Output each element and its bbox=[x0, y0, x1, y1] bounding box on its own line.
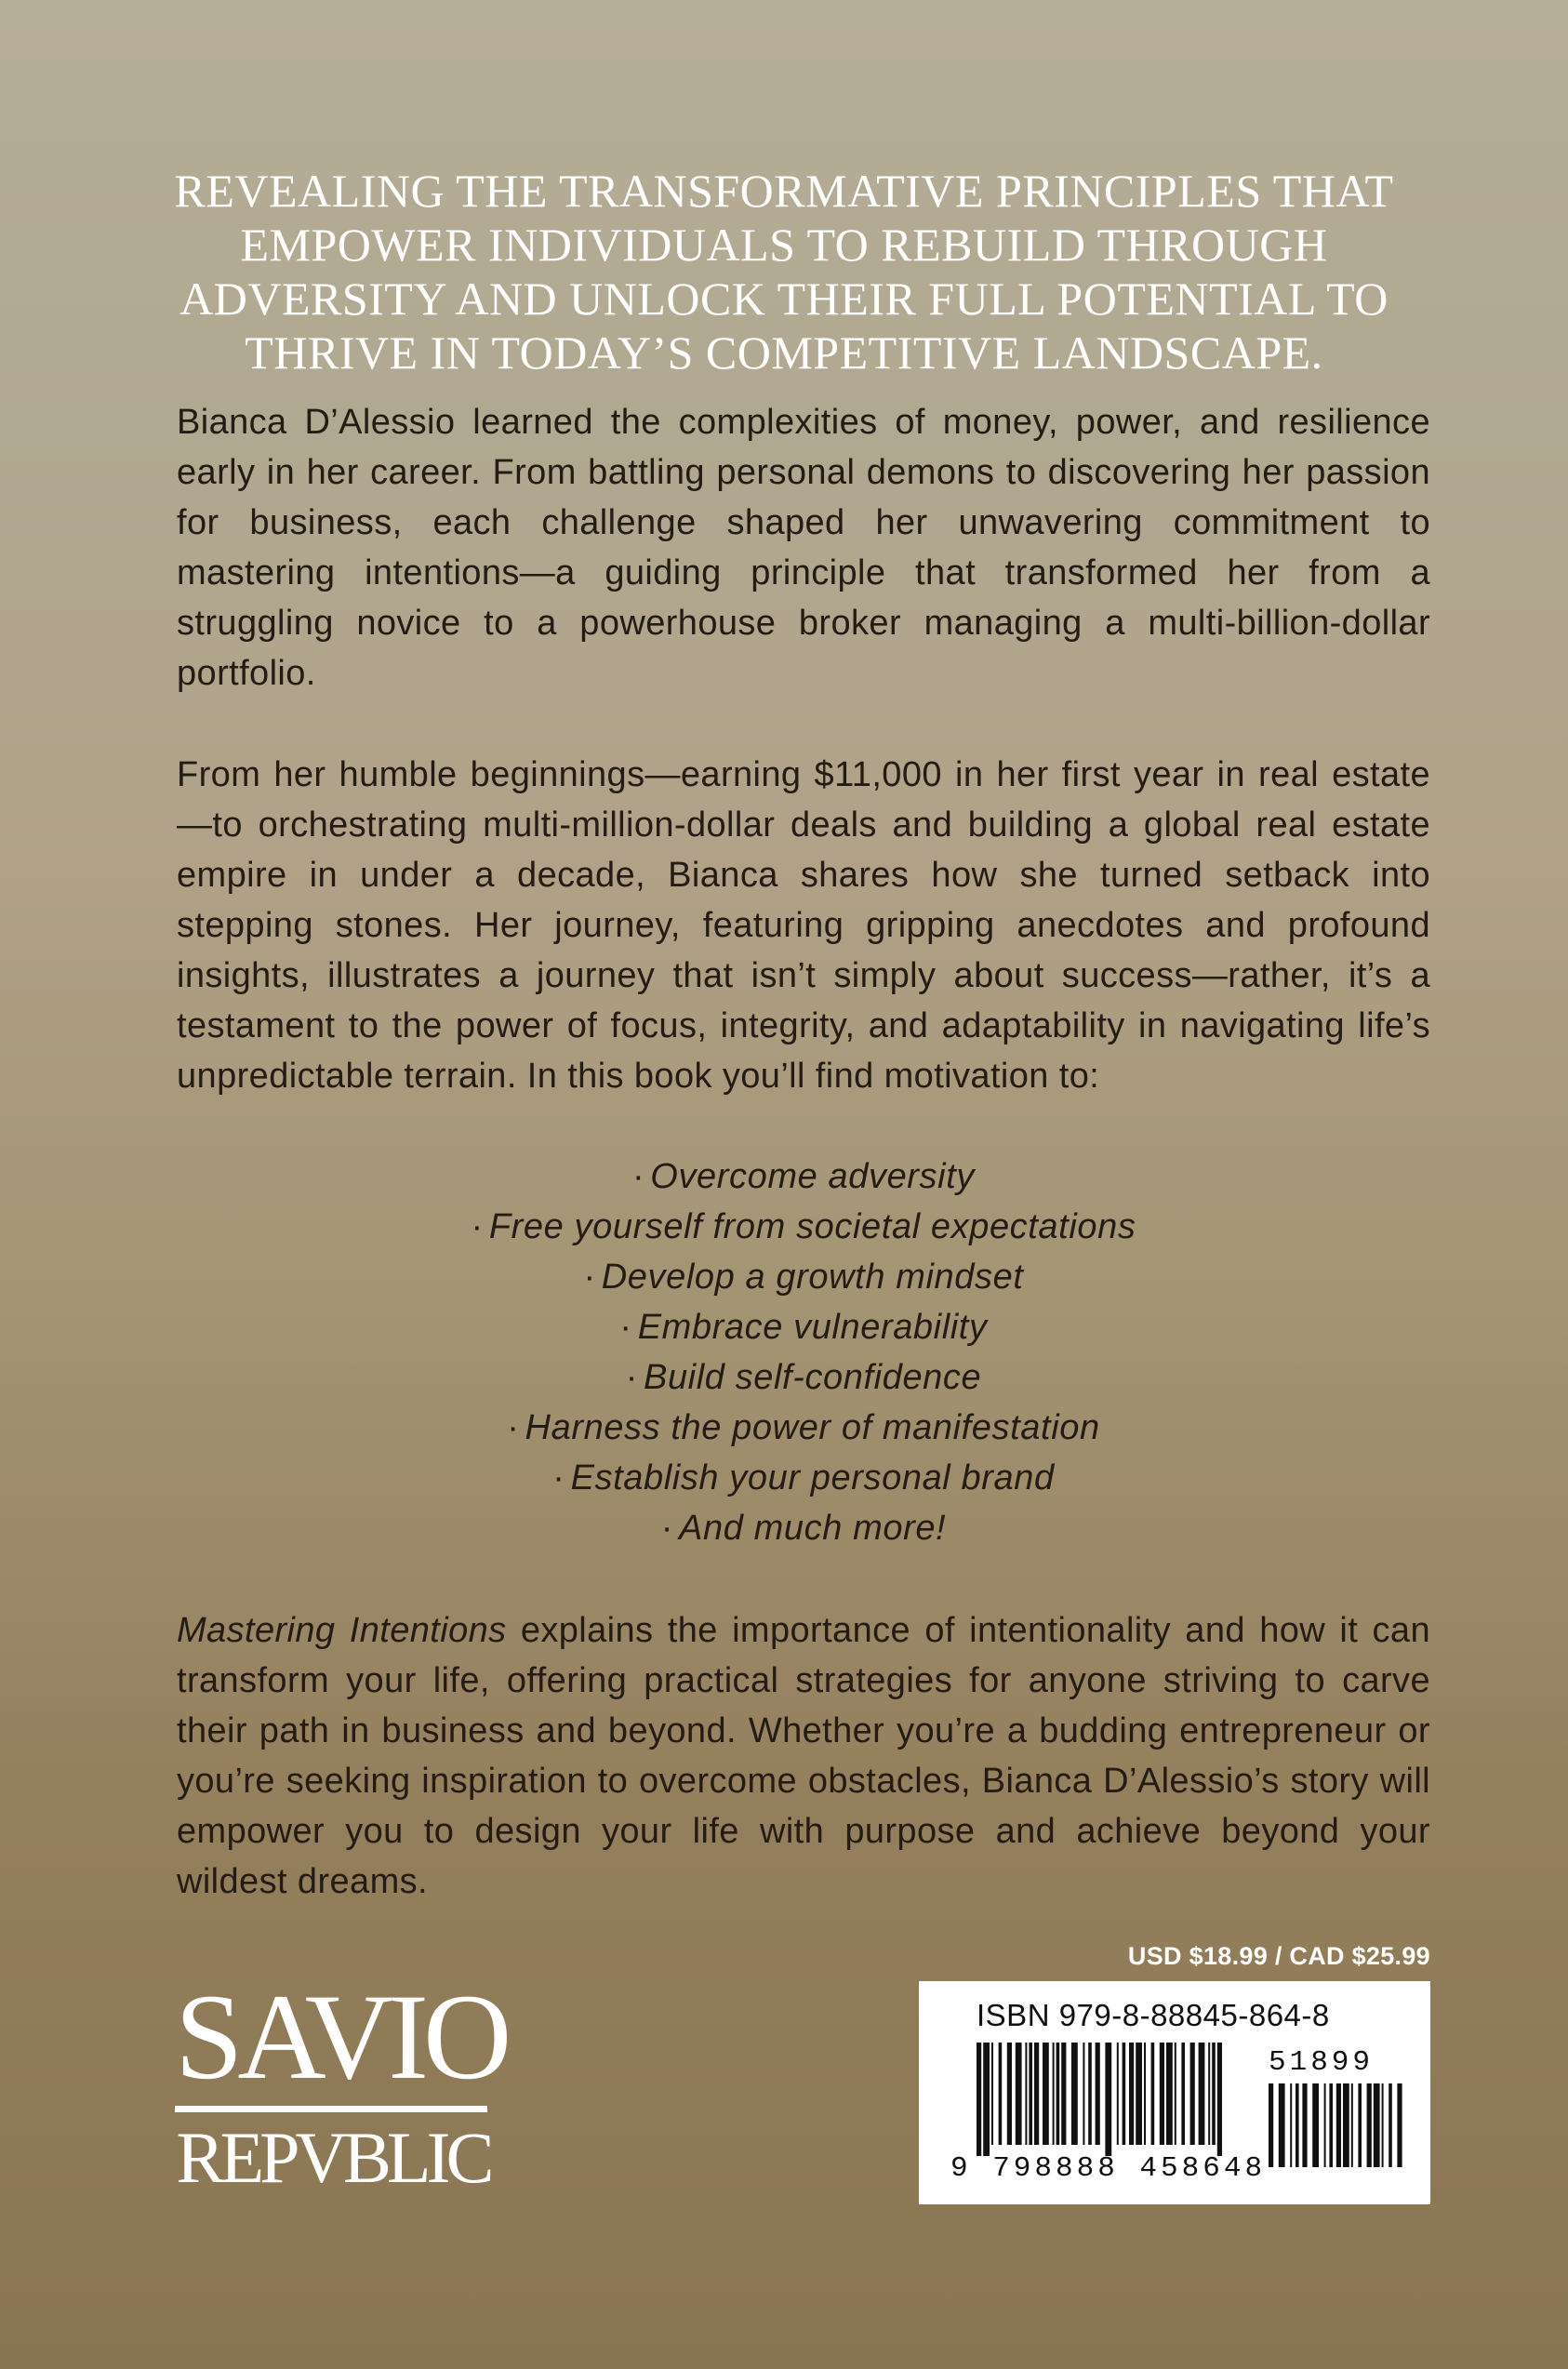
barcode-bar bbox=[1129, 2043, 1134, 2145]
barcode-bar bbox=[1269, 2083, 1273, 2167]
logo-line-1: SAVIO bbox=[175, 1968, 507, 2105]
isbn-number: ISBN 979-8-88845-864-8 bbox=[977, 1998, 1330, 2032]
benefit-item: · Embrace vulnerability bbox=[619, 1308, 988, 1347]
bullet-dot: · bbox=[660, 1509, 674, 1548]
ean-digits: 9 798888 458648 bbox=[950, 2152, 1267, 2185]
barcode-bar bbox=[1208, 2043, 1210, 2145]
barcode-bar bbox=[1029, 2043, 1032, 2145]
barcode-bar bbox=[1061, 2043, 1066, 2145]
bullet-dot: · bbox=[632, 1157, 645, 1196]
barcode-bar bbox=[1217, 2043, 1222, 2156]
barcode-bar bbox=[1181, 2043, 1185, 2145]
barcode-bar bbox=[1043, 2043, 1049, 2145]
benefit-item: · Build self-confidence bbox=[625, 1358, 982, 1397]
barcode-bar bbox=[1136, 2043, 1142, 2145]
barcode-bar bbox=[1151, 2043, 1155, 2145]
benefits-list bbox=[177, 1151, 1430, 1553]
barcode-bar bbox=[1053, 2043, 1055, 2145]
logo-line-2: REPVBLIC bbox=[176, 2117, 490, 2198]
bullet-dot: · bbox=[471, 1207, 484, 1246]
barcode-bar bbox=[1144, 2043, 1146, 2145]
isbn-barcode bbox=[919, 1981, 1430, 2204]
barcode-bar bbox=[1312, 2083, 1319, 2167]
barcode-bar bbox=[1016, 2043, 1022, 2145]
bullet-dot: · bbox=[619, 1308, 632, 1347]
barcode-bar bbox=[1056, 2043, 1060, 2145]
barcode-bar bbox=[1071, 2043, 1078, 2145]
logo-divider bbox=[175, 2106, 487, 2112]
bullet-dot: · bbox=[507, 1408, 520, 1447]
barcode-bar bbox=[1096, 2043, 1100, 2145]
description-paragraph-3: Mastering Intentions explains the importance of intentionality and how it can transform your life, offering practical strategies for anyone striving to carve their path in business and beyond. Whether you’re a budding entrepreneur or you’re seeking inspiration to overcome obstacles, Bianca D’Alessio’s story will empower you to design your life with purpose and achieve beyond your wildest dreams. bbox=[177, 1611, 1430, 1901]
barcode-bar bbox=[1397, 2083, 1402, 2167]
barcode-bar bbox=[1324, 2083, 1326, 2167]
barcode-bar bbox=[1190, 2043, 1195, 2145]
benefit-item: · Free yourself from societal expectations bbox=[471, 1207, 1136, 1246]
barcode-bar bbox=[1199, 2043, 1205, 2145]
barcode-bar bbox=[1123, 2043, 1126, 2145]
barcode-bar bbox=[1351, 2083, 1353, 2167]
benefit-item: · Establish your personal brand bbox=[552, 1458, 1055, 1497]
benefit-item: · Overcome adversity bbox=[632, 1157, 975, 1196]
publisher-logo bbox=[175, 1968, 507, 2199]
barcode-bar bbox=[1367, 2083, 1372, 2167]
cover-headline: REVEALING THE TRANSFORMATIVE PRINCIPLES THAT EMPOWER INDIVIDUALS TO REBUILD THROUGH ADVERSITY AND UNLOCK THEIR FULL POTENTIAL TO THRIVE IN TODAY’S COMPETITIVE LANDSCAPE. bbox=[174, 165, 1394, 379]
barcode-bar bbox=[1296, 2083, 1299, 2167]
barcode-bar bbox=[1117, 2043, 1119, 2145]
barcode-bar bbox=[983, 2043, 990, 2156]
barcode-bar bbox=[1083, 2043, 1084, 2145]
barcode-bar bbox=[1290, 2083, 1292, 2167]
barcode-bar bbox=[1329, 2083, 1333, 2167]
barcode-bar bbox=[1034, 2043, 1039, 2145]
book-title: Mastering Intentions bbox=[177, 1611, 507, 1650]
barcode-bar bbox=[1025, 2043, 1027, 2145]
barcode-bar bbox=[1374, 2083, 1380, 2167]
barcode-bar bbox=[1343, 2083, 1349, 2167]
barcode-bar bbox=[1382, 2083, 1384, 2167]
addon-digits: 51899 bbox=[1269, 2046, 1375, 2079]
bullet-dot: · bbox=[583, 1258, 596, 1297]
benefit-item: · And much more! bbox=[660, 1509, 947, 1548]
bullet-dot: · bbox=[552, 1458, 565, 1497]
barcode-bar bbox=[1175, 2043, 1176, 2145]
bullet-dot: · bbox=[625, 1358, 638, 1397]
barcode-bar bbox=[1088, 2043, 1092, 2145]
barcode-bar bbox=[991, 2043, 993, 2145]
barcode-bar bbox=[1358, 2083, 1362, 2167]
barcode-bar bbox=[1389, 2083, 1392, 2167]
price-label: USD $18.99 / CAD $25.99 bbox=[1127, 1942, 1430, 1970]
barcode-bar bbox=[1166, 2043, 1173, 2145]
barcode-bar bbox=[1160, 2043, 1164, 2145]
barcode-bar bbox=[1105, 2043, 1111, 2156]
barcode-bar bbox=[1007, 2043, 1012, 2145]
barcode-bar bbox=[1336, 2083, 1341, 2167]
benefit-item: · Develop a growth mindset bbox=[583, 1258, 1024, 1297]
barcode-bar bbox=[977, 2043, 981, 2156]
benefit-item: · Harness the power of manifestation bbox=[507, 1408, 1100, 1447]
description-paragraph-1: Bianca D’Alessio learned the complexities of money, power, and resilience early in her career. From battling personal demons to discovering her passion for business, each challenge shaped her unwavering commitment to mastering intentions—a guiding principle that transformed her from a struggling novice to a powerhouse broker managing a multi-billion-dollar portfolio. bbox=[177, 403, 1430, 693]
barcode-bar bbox=[999, 2043, 1003, 2145]
description-paragraph-2: From her humble beginnings—earning $11,000 in her first year in real estate—to orchestrating multi-million-dollar deals and building a global real estate empire in under a decade, Bianca shares how she turned setback into stepping stones. Her journey, featuring gripping anecdotes and profound insights, illustrates a journey that isn’t simply about success—rather, it’s a testament to the power of focus, integrity, and adaptability in navigating life’s unpredictable terrain. In this book you’ll find motivation to: bbox=[177, 755, 1430, 1096]
barcode-bar bbox=[1302, 2083, 1307, 2167]
barcode-bar bbox=[1212, 2043, 1216, 2145]
barcode-bar bbox=[1279, 2083, 1285, 2167]
